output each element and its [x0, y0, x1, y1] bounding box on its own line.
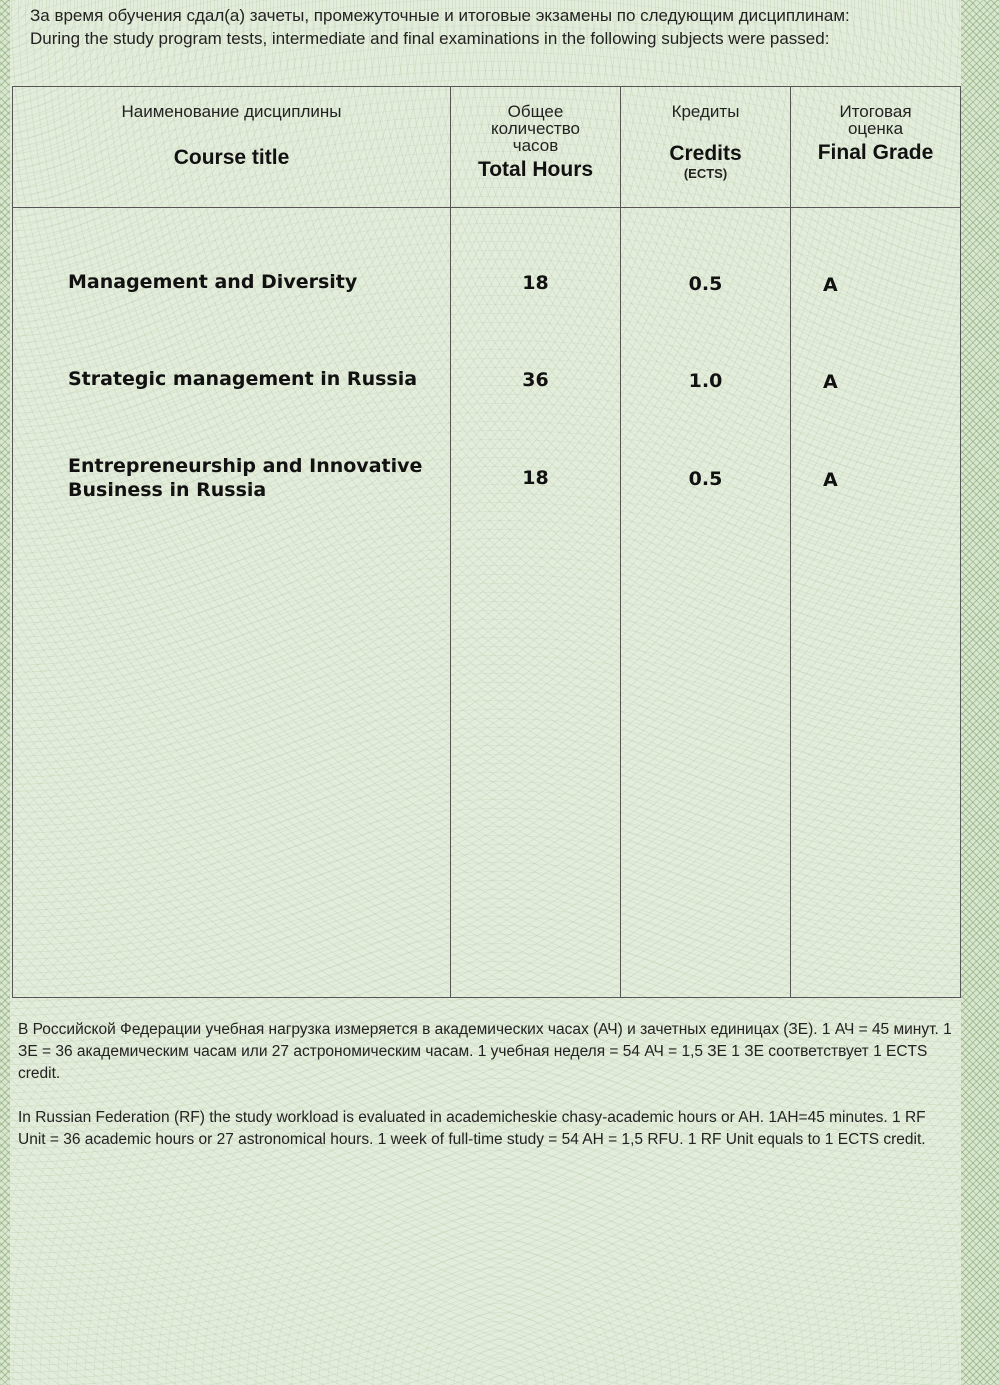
total-hours-column [451, 208, 621, 998]
header-grade-ru: Итоговая оценка [839, 102, 912, 138]
header-hours-en: Total Hours [477, 158, 594, 181]
hours-2: 36 [522, 369, 549, 391]
grade-2: A [823, 371, 838, 393]
grade-1: A [823, 274, 838, 296]
note-en: In Russian Federation (RF) the study workload is evaluated in academicheskie chasy-academic hours or AH. 1AH=45 minutes. 1 RF Unit = 36 academic hours or 27 astronomical hours. 1 week of full-time study = 54 AH = 1,5 RFU. 1 RF Unit equals to 1 ECTS credit. [18, 1109, 926, 1148]
guilloche-border-left [0, 0, 10, 1385]
header-grade-en: Final Grade [817, 141, 934, 164]
header-hours-ru: Общее количество часов [490, 102, 581, 155]
guilloche-border-right [961, 0, 999, 1385]
table-body [13, 208, 961, 998]
header-course-ru: Наименование дисциплины [121, 102, 342, 121]
course-title-3: Entrepreneurship and Innovative Business in Russia [68, 455, 423, 501]
note-ru: В Российской Федерации учебная нагрузка измеряется в академических часах (АЧ) и зачетных единицах (ЗЕ). 1 АЧ = 45 минут. 1 ЗЕ = 36 академическим часам или 27 астрономическим часам. 1 учебная неделя = 54 АЧ = 1,5 ЗЕ 1 ЗЕ соответствует 1 ECTS credit. [18, 1021, 952, 1082]
intro-statement [30, 4, 850, 50]
intro-en: During the study program tests, intermediate and final examinations in the following subjects were passed: [30, 29, 830, 48]
credits-column [621, 208, 791, 998]
header-credits [621, 87, 791, 208]
credits-1: 0.5 [688, 273, 723, 295]
header-total-hours [451, 87, 621, 208]
final-grade-column [791, 208, 961, 998]
header-course-title [13, 87, 451, 208]
table-header-row [13, 87, 961, 208]
header-credits-en: Credits [669, 142, 742, 165]
workload-notes [18, 1019, 953, 1151]
grade-3: A [823, 469, 838, 491]
hours-3: 18 [522, 467, 549, 489]
header-final-grade [791, 87, 961, 208]
header-course-en: Course title [173, 146, 290, 169]
credits-3: 0.5 [688, 468, 723, 490]
header-credits-sub: (ECTS) [683, 166, 728, 181]
subjects-table [12, 86, 961, 998]
intro-ru: За время обучения сдал(а) зачеты, промежуточные и итоговые экзамены по следующим дисциплинам: [30, 6, 850, 25]
course-title-1: Management and Diversity [68, 271, 358, 293]
course-title-column [13, 208, 451, 998]
header-credits-ru: Кредиты [671, 102, 740, 121]
course-title-2: Strategic management in Russia [68, 368, 418, 390]
hours-1: 18 [522, 272, 549, 294]
credits-2: 1.0 [688, 370, 723, 392]
